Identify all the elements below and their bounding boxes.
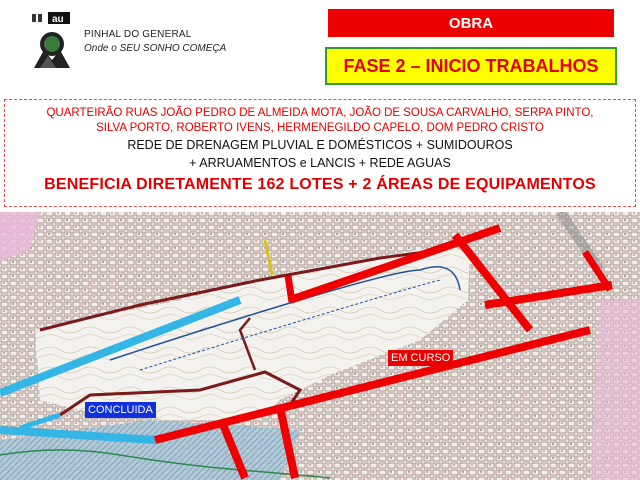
label-em-curso: EM CURSO [388, 350, 453, 366]
label-concluida: CONCLUIDA [85, 402, 156, 418]
streets-line-2: SILVA PORTO, ROBERTO IVENS, HERMENEGILDO CAPELO, DOM PEDRO CRISTO [96, 122, 544, 134]
works-line-1: REDE DE DRENAGEM PLUVIAL E DOMÉSTICOS + SUMIDOUROS [127, 138, 513, 152]
pinhal-general-logo [30, 10, 74, 70]
works-line-2: + ARRUAMENTOS e LANCIS + REDE AGUAS [189, 156, 451, 170]
brand-block [84, 28, 226, 55]
in-progress-road-north-stub [288, 276, 292, 302]
site-plan-map [0, 212, 640, 480]
fase-banner: FASE 2 – INICIO TRABALHOS [325, 47, 617, 85]
brand-slogan: Onde o SEU SONHO COMEÇA [84, 42, 227, 54]
work-description-box [4, 99, 636, 207]
benefit-line: BENEFICIA DIRETAMENTE 162 LOTES + 2 ÁREAS DE EQUIPAMENTOS [44, 176, 596, 193]
obra-banner: OBRA [328, 9, 614, 37]
brand-name: PINHAL DO GENERAL [84, 29, 192, 40]
logo-text: au [52, 14, 64, 25]
streets-line-1: QUARTEIRÃO RUAS JOÃO PEDRO DE ALMEIDA MOTA, JOÃO DE SOUSA CARVALHO, SERPA PINTO, [46, 107, 594, 119]
